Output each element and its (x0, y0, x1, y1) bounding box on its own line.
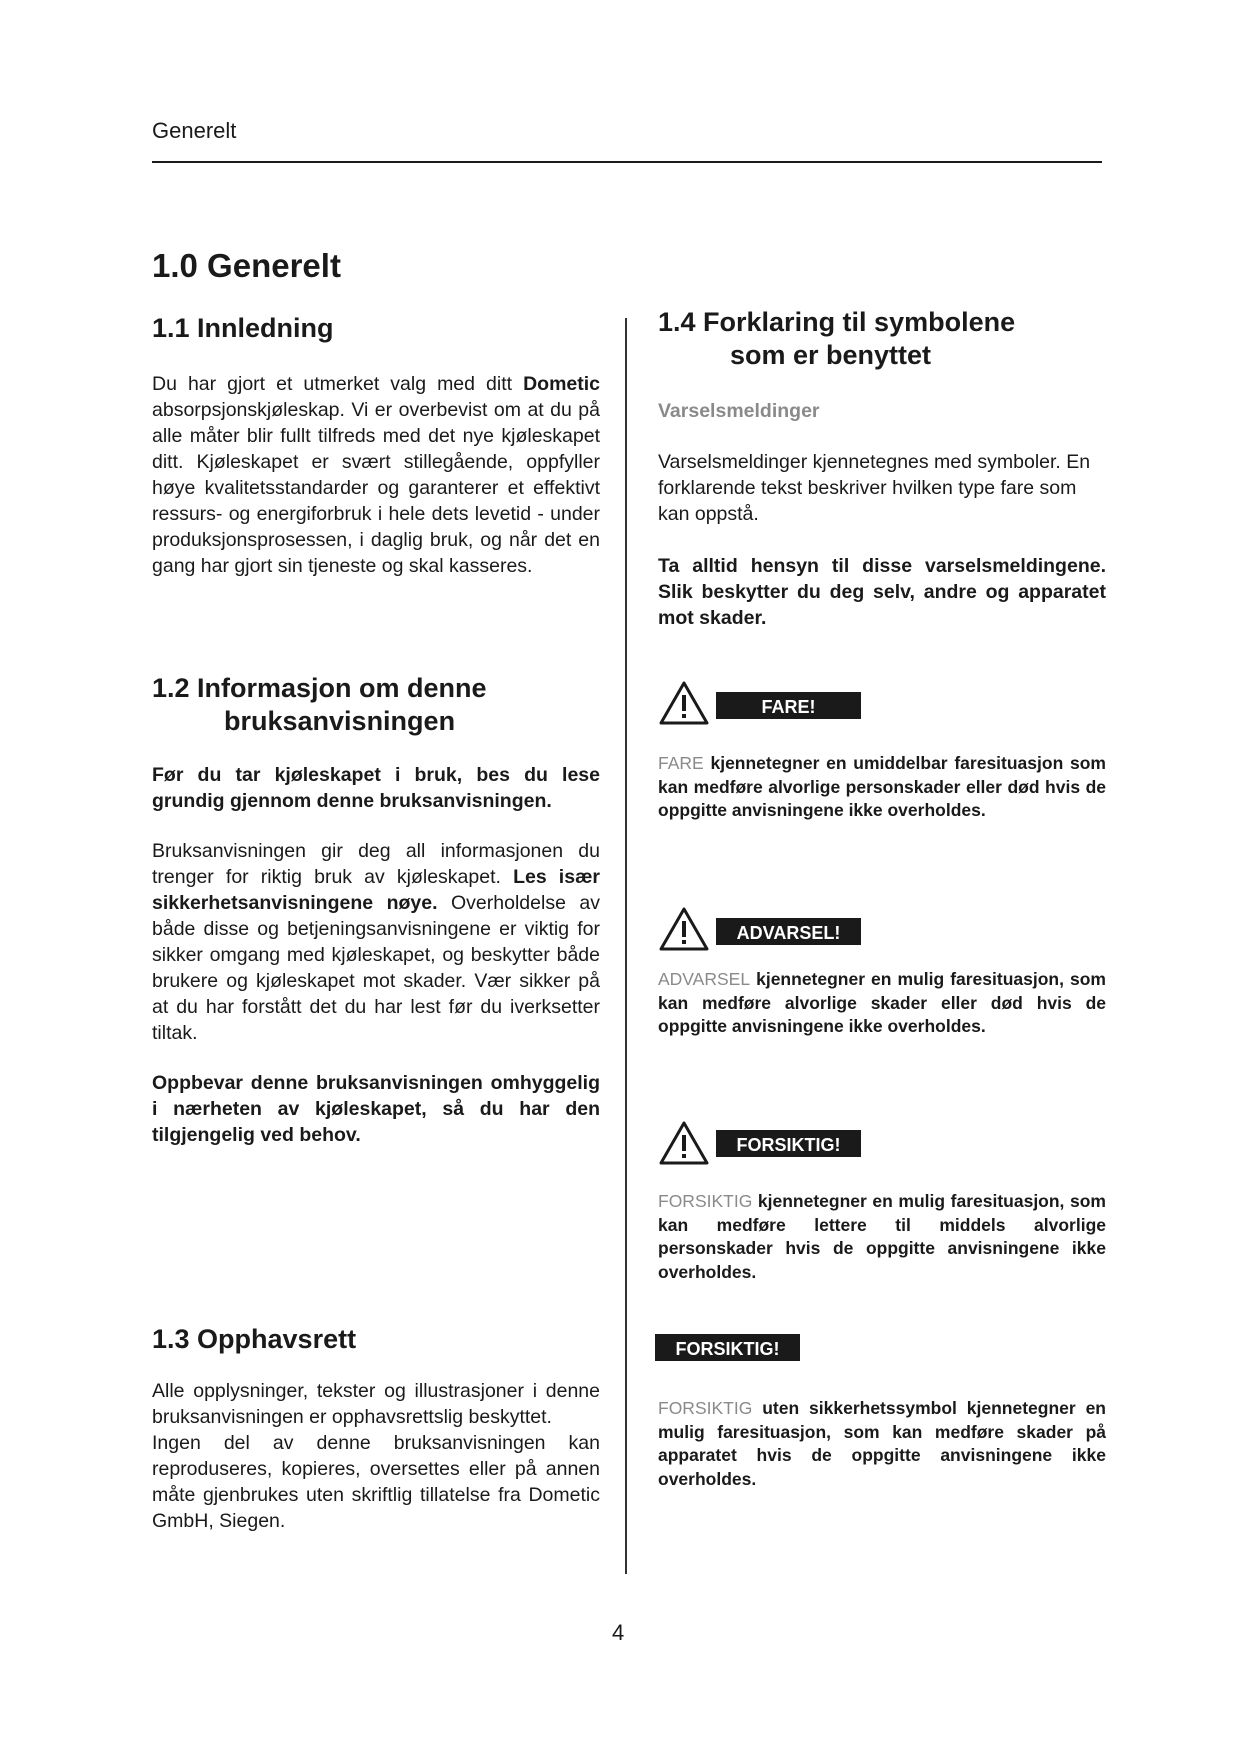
warnings-paragraph: Varselsmeldinger kjennetegnes med symboler. En forklarende tekst beskriver hvilken type fare som kan oppstå. (658, 451, 1091, 525)
info-paragraph: Bruksanvisningen gir deg all informasjonen du trenger for riktig bruk av kjøleskapet. Les især sikkerhetsanvisningene nøye. Overholdelse av både disse og betjeningsanvisningene er viktig for sikker omgang med kjøleskapet, og beskytter både brukere og kjøleskapet mot skader. Vær sikker på at du har forstått det du har lest før du iverksetter tiltak. (152, 840, 600, 1044)
warnings-bold-paragraph: Ta alltid hensyn til disse varselsmeldingene. Slik beskytter du deg selv, andre og apparatet mot skader. (658, 555, 1106, 629)
badge-forsiktig: FORSIKTIG! (716, 1130, 861, 1157)
header-rule (152, 161, 1102, 163)
fare-description: FARE kjennetegner en umiddelbar faresituasjon som kan medføre alvorlige personskader eller død hvis de oppgitte anvisningene ikke overholdes. (658, 753, 1106, 820)
bold-intro: Før du tar kjøleskapet i bruk, bes du lese grundig gjennom denne bruksanvisningen. (152, 764, 600, 812)
brand-name: Dometic (523, 373, 601, 395)
forsiktig-nosymbol-description: FORSIKTIG uten sikkerhetssymbol kjennetegner en mulig faresituasjon, som kan medføre skader på apparatet hvis de oppgitte anvisningene ikke overholdes. (658, 1398, 1106, 1489)
warning-forsiktig (658, 1120, 1106, 1166)
page-number: 4 (612, 1620, 625, 1645)
badge-fare: FARE! (716, 692, 861, 719)
section-1-2 (152, 672, 600, 1148)
warning-triangle-icon (658, 680, 710, 726)
badge-forsiktig-nosymbol: FORSIKTIG! (655, 1334, 800, 1361)
bold-outro: Oppbevar denne bruksanvisningen omhyggelig i nærheten av kjøleskapet, så du har den tilgjengelig ved behov. (152, 1072, 600, 1146)
section-1-1 (152, 312, 600, 579)
warning-triangle-icon (658, 906, 710, 952)
copyright-para-2: Ingen del av denne bruksanvisningen kan reproduseres, kopieres, oversettes eller på annen måte gjenbrukes uten skriftlig tillatelse fra Dometic GmbH, Siegen. (152, 1432, 600, 1532)
column-divider (625, 318, 627, 1574)
section-heading: 1.1 Innledning (152, 313, 334, 343)
warning-advarsel (658, 906, 1106, 952)
section-heading: 1.4 Forklaring til symbolene som er benyttet (658, 307, 1016, 370)
section-heading: 1.2 Informasjon om denne bruksanvisningen (152, 673, 487, 736)
section-1-3 (152, 1323, 600, 1534)
warning-fare (658, 680, 1106, 726)
badge-advarsel: ADVARSEL! (716, 918, 861, 945)
advarsel-description: ADVARSEL kjennetegner en mulig faresituasjon, som kan medføre alvorlige skader eller død hvis de oppgitte anvisningene ikke overholdes. (658, 969, 1106, 1036)
warning-triangle-icon (658, 1120, 710, 1166)
copyright-para-1: Alle opplysninger, tekster og illustrasjoner i denne bruksanvisningen er opphavsrettslig beskyttet. (152, 1380, 600, 1428)
warnings-subheading: Varselsmeldinger (658, 400, 820, 422)
section-1-4 (658, 306, 1106, 631)
intro-paragraph: Du har gjort et utmerket valg med ditt Dometic absorpsjonskjøleskap. Vi er overbevist om at du på alle måter blir fullt tilfreds med det nye kjøleskapet ditt. Kjøleskapet er svært stillegående, oppfyller høye kvalitetsstandarder og garanterer et effektivt ressurs- og energiforbruk i hele dets levetid - under produksjonsprosessen, i daglig bruk, og når det en gang har gjort sin tjeneste og skal kasseres. (152, 373, 601, 577)
page-header-title: Generelt (152, 118, 237, 143)
forsiktig-description: FORSIKTIG kjennetegner en mulig faresituasjon, som kan medføre lettere til middels alvorlige personskader hvis de oppgitte anvisningene ikke overholdes. (658, 1191, 1106, 1282)
chapter-heading: 1.0 Generelt (152, 247, 341, 284)
section-heading: 1.3 Opphavsrett (152, 1324, 357, 1354)
